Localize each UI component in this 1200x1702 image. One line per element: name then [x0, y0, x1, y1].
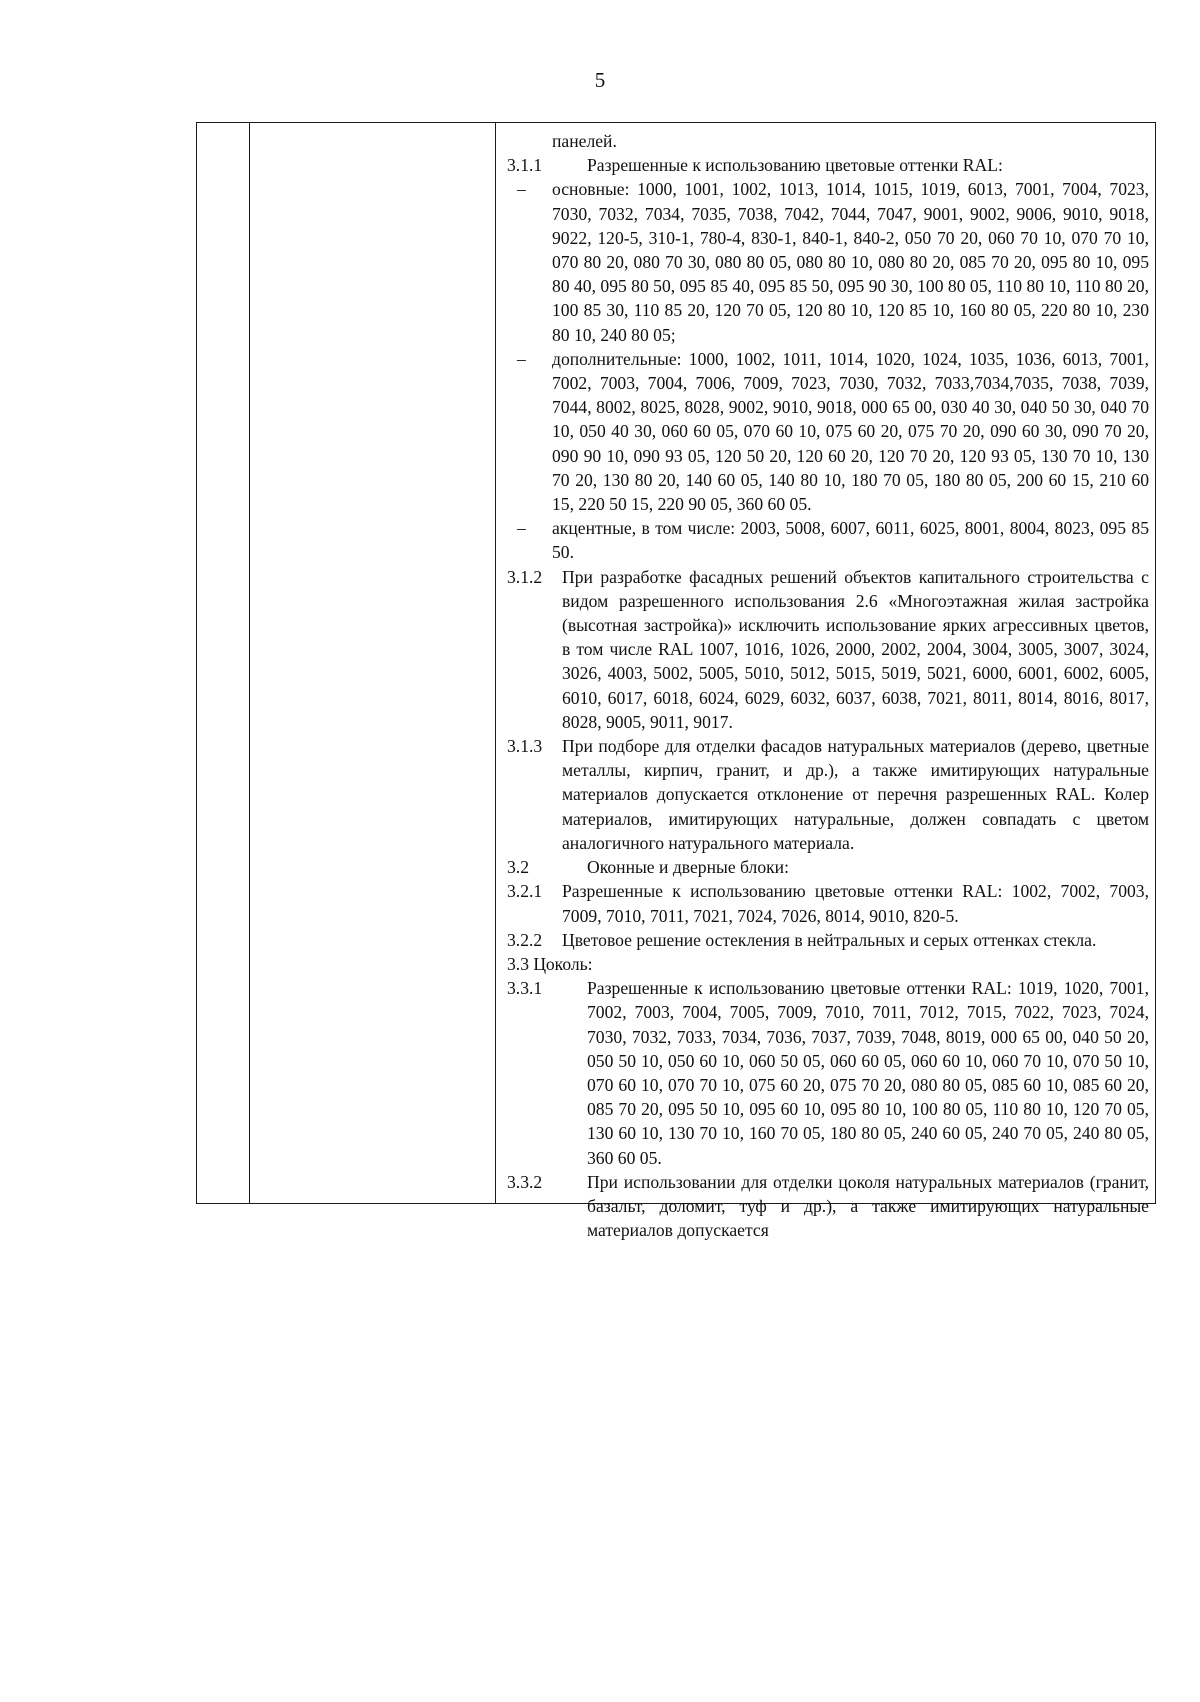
paragraph-text: Разрешенные к использованию цветовые оттенки RAL: 1019, 1020, 7001, 7002, 7003, 7004, 7005, 7009, 7010, 7011, 7012, 7015, 7022, 7023, 7024, 7030, 7032, 7033, 7034, 7036, 7037, 7039, 7048, 8019, 000 65 00, 040 50 20, 050 50 10, 050 60 10, 060 50 05, 060 60 05, 060 60 10, 060 70 10, 070 50 10, 070 60 10, 070 70 10, 075 60 20, 075 70 20, 080 80 05, 085 60 10, 085 60 20, 085 70 20, 095 50 10, 095 60 10, 095 80 10, 100 80 05, 110 80 10, 120 70 05, 130 60 10, 130 70 10, 160 70 05, 180 80 05, 240 60 05, 240 70 05, 240 80 05, 360 60 05.: [587, 978, 1149, 1168]
list-item: [507, 347, 1149, 516]
list-item-text: акцентные, в том числе: 2003, 5008, 6007, 6011, 6025, 8001, 8004, 8023, 095 85 50.: [552, 518, 1149, 563]
paragraph-text: При подборе для отделки фасадов натуральных материалов (дерево, цветные металлы, кирпич, гранит, и др.), а также имитирующих натуральные материалов допускается отклонение от перечня разрешенных RAL. Колер материалов, имитирующих натуральные, должен совпадать с цветом аналогичного натурального материала.: [562, 736, 1149, 853]
paragraph-text: При разработке фасадных решений объектов капитального строительства с видом разрешенного использования 2.6 «Многоэтажная жилая застройка (высотная застройка)» исключить использование ярких агрессивных цветов, в том числе RAL 1007, 1016, 1026, 2000, 2002, 2004, 3004, 3005, 3007, 3024, 3026, 4003, 5002, 5005, 5010, 5012, 5015, 5019, 5021, 6000, 6001, 6002, 6005, 6010, 6017, 6018, 6024, 6029, 6032, 6037, 6038, 7021, 8011, 8014, 8016, 8017, 8028, 9005, 9011, 9017.: [562, 566, 1149, 732]
paragraph: [507, 928, 1149, 952]
clause-number: 3.1.2: [507, 566, 543, 587]
paragraph-text: Разрешенные к использованию цветовые оттенки RAL:: [587, 155, 1003, 176]
list-item-text: основные: 1000, 1001, 1002, 1013, 1014, 1015, 1019, 6013, 7001, 7004, 7023, 7030, 7032, 7034, 7035, 7038, 7042, 7044, 7047, 9001, 9002, 9006, 9010, 9018, 9022, 120-5, 310-1, 780-4, 830-1, 840-1, 840-2, 050 70 20, 060 70 10, 070 70 10, 070 80 20, 080 70 30, 080 80 05, 080 80 10, 080 80 20, 085 70 20, 095 80 10, 095 80 40, 095 80 50, 095 85 40, 095 85 50, 095 90 30, 100 80 05, 110 80 10, 110 80 20, 100 85 30, 110 85 20, 120 70 05, 120 80 10, 120 85 10, 160 80 05, 220 80 10, 230 80 10, 240 80 05;: [552, 179, 1149, 345]
dash-marker: –: [517, 518, 526, 539]
clause-number: 3.3.2: [507, 1171, 543, 1192]
paragraph: [507, 879, 1149, 927]
table-text-cell: [507, 129, 1149, 1242]
list-item: [507, 516, 1149, 564]
paragraph: [507, 734, 1149, 855]
paragraph-text: Разрешенные к использованию цветовые оттенки RAL: 1002, 7002, 7003, 7009, 7010, 7011, 7021, 7024, 7026, 8014, 9010, 820-5.: [562, 881, 1149, 926]
dash-marker: –: [517, 348, 526, 369]
clause-number: 3.2.2: [507, 929, 543, 950]
column-divider-2: [495, 123, 496, 1203]
paragraph-text: Оконные и дверные блоки:: [587, 857, 789, 878]
paragraph: [507, 153, 1149, 177]
list-item-text: дополнительные: 1000, 1002, 1011, 1014, 1020, 1024, 1035, 1036, 6013, 7001, 7002, 7003, 7004, 7006, 7009, 7023, 7030, 7032, 7033,7034,7035, 7038, 7039, 7044, 8002, 8025, 8028, 9002, 9010, 9018, 000 65 00, 030 40 30, 040 50 30, 040 70 10, 050 40 30, 060 60 05, 070 60 10, 075 60 20, 075 70 20, 090 60 30, 090 70 20, 090 90 10, 090 93 05, 120 50 20, 120 60 20, 120 70 20, 120 93 05, 130 70 10, 130 70 20, 130 80 20, 140 60 05, 140 80 10, 180 70 05, 180 80 05, 200 60 15, 210 60 15, 220 50 15, 220 90 05, 360 60 05.: [552, 348, 1149, 515]
paragraph-text: При использовании для отделки цоколя натуральных материалов (гранит, базальт, доломит, туф и др.), а также имитирующих натуральные материалов допускается: [587, 1171, 1149, 1241]
paragraph: [507, 565, 1149, 734]
paragraph-text: Цветовое решение остекления в нейтральных и серых оттенках стекла.: [562, 929, 1097, 950]
clause-number: 3.3.1: [507, 978, 543, 999]
clause-number: 3.2.1: [507, 881, 543, 902]
dash-marker: –: [517, 179, 526, 200]
section-heading: 3.3 Цоколь:: [507, 953, 593, 974]
paragraph: [507, 1170, 1149, 1243]
list-item: [507, 177, 1149, 346]
clause-number: 3.1.3: [507, 736, 543, 757]
clause-number: 3.1.1: [507, 155, 543, 176]
requirements-table: [196, 122, 1156, 1241]
clause-number: 3.2: [507, 857, 529, 878]
paragraph: [507, 976, 1149, 1170]
page-number: 5: [594, 68, 606, 92]
paragraph: панелей.: [552, 131, 617, 151]
column-divider-1: [249, 123, 250, 1203]
paragraph: [507, 855, 1149, 879]
